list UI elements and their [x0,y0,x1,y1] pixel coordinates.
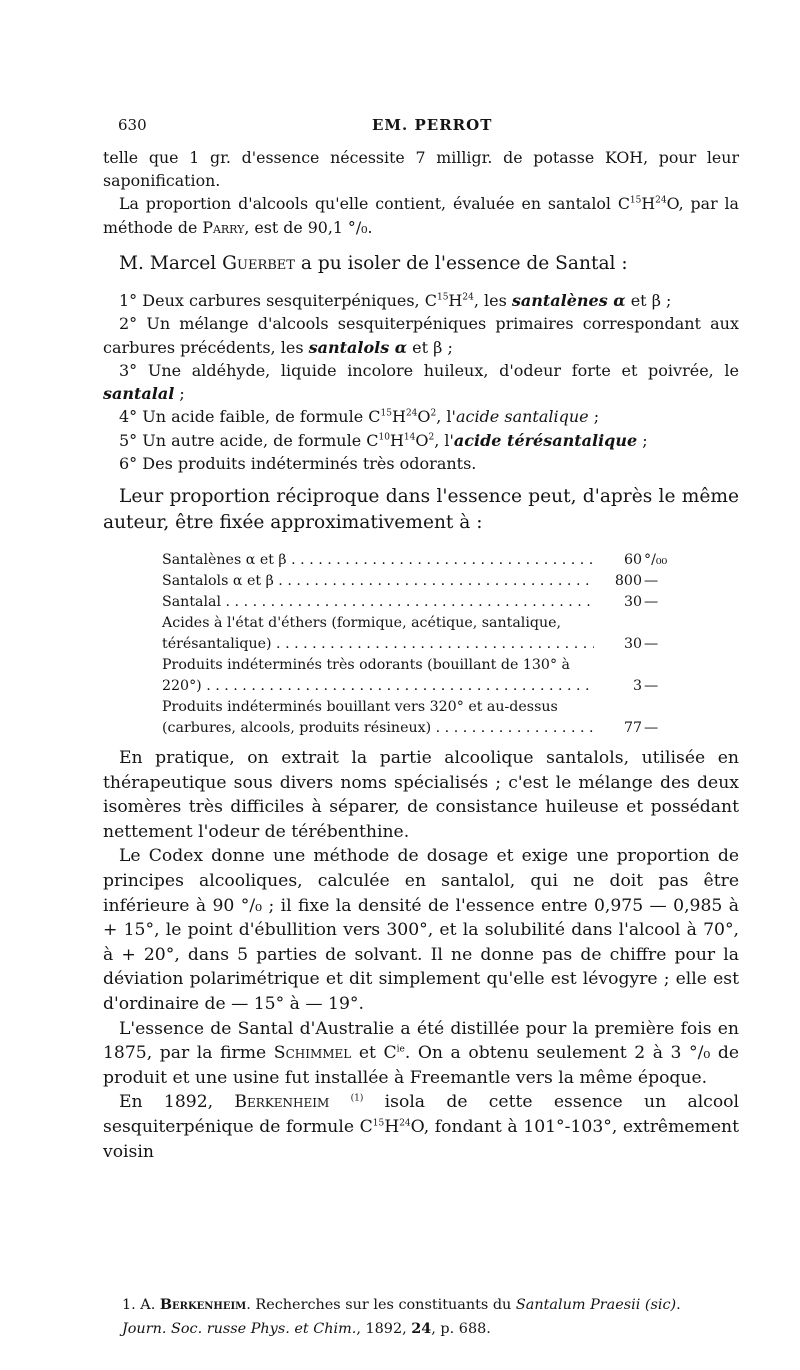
body-paragraph-3: L'essence de Santal d'Australie a été distillée pour la première fois en 1875, par la firme Schimmel et $C^{ie}$. On a obtenu seulement 2 à 3 °/₀ de produit et une usine fut installée à Freemantle vers la même époque. [103,1018,740,1088]
list-item: 2° Un mélange d'alcools sesquiterpéniques primaires correspondant aux carbures précédents, les santalols α et β ; [103,314,739,357]
table-row-label: Santalols α et β . . . [162,571,594,592]
guerbet-heading: M. Marcel Guerbet a pu isoler de l'essence de Santal : [119,253,628,274]
table-row-unit: — [644,678,659,694]
author-name-guerbet: Guerbet [222,253,295,274]
table-row-label: Santalal . . . [162,592,594,613]
footnote-author: Berkenheim [159,1296,247,1313]
table-row-value: 30 [623,594,642,610]
table-row-value: 60 [623,552,642,568]
table-row-unit: — [644,573,659,589]
list-item: 3° Une aldéhyde, liquide incolore huileux, d'odeur forte et poivrée, le santalal ; [103,360,739,404]
page-number: 630 [118,116,147,134]
table-row-label: Produits indéterminés bouillant vers 320° et au-dessus [162,699,558,715]
firm-name-schimmel: Schimmel [273,1043,352,1064]
author-name-parry: Parry [202,217,245,237]
table-row [162,613,674,655]
table-row-label-cont: (carbures, alcools, produits résineux) . . . [162,718,594,739]
body-text [103,746,739,1164]
table-row [162,571,674,592]
table-row [162,697,674,739]
proportion-table [162,550,674,739]
footnote-reference: (1) [350,1093,364,1104]
intro-section [103,146,739,239]
compound-list [103,289,739,475]
intro-paragraph-1: telle que 1 gr. d'essence nécessite 7 milligr. de potasse KOH, pour leur saponification. [103,148,739,191]
body-paragraph-2: Le Codex donne une méthode de dosage et exige une proportion de principes alcooliques, calculée en santalol, qui ne doit pas être inférieure à 90 °/₀ ; il fixe la densité de l'essence entre 0,975 — 0,985 à + 15°, le point d'ébullition vers 300°, et la solubilité dans l'alcool à 70°, à + 20°, dans 5 parties de solvant. Il ne donne pas de chiffre pour la déviation polarimétrique et dit simplement qu'elle est lévogyre ; elle est d'ordinaire de — 15° à — 19°. [103,846,739,1014]
table-row-value: 30 [623,636,642,652]
table-row-label-cont: 220°) . . . [162,676,594,697]
table-row-value: 77 [623,720,642,736]
list-item: 1° Deux carbures sesquiterpéniques, $C^{15}H^{24}$, les santalènes α et β ; [119,291,672,310]
list-item: 5° Un autre acide, de formule $C^{10}H^{14}O^2$, l'acide térésantalique ; [119,430,648,450]
running-head-author: EM. PERROT [372,116,493,134]
table-row [162,550,674,571]
table-row-unit: — [644,636,659,652]
list-item: 4° Un acide faible, de formule $C^{15}H^{24}O^2$, l'acide santalique ; [119,407,600,427]
running-header [0,116,800,138]
footnote: 1. A. Berkenheim. Recherches sur les constituants du Santalum Praesii (sic). Journ. Soc. russe Phys. et Chim., 1892, 24, p. 688. [122,1296,681,1337]
table-row-unit: — [644,594,659,610]
table-row-label: Produits indéterminés très odorants (bouillant de 130° à [162,657,571,673]
body-paragraph-4: En 1892, Berkenheim $^{(1)}$ isola de cette essence un alcool sesquiterpénique de formule $C^{15}H^{24}O$, fondant à 101°-103°, extrêmement voisin [103,1092,740,1162]
author-name-berkenheim: Berkenheim [234,1092,330,1113]
list-item: 6° Des produits indéterminés très odorants. [119,454,477,474]
table-row-unit: — [644,720,659,736]
table-row-label: Acides à l'état d'éthers (formique, acétique, santalique, [162,615,562,631]
table-row [162,592,674,613]
table-row-value: 800 [614,573,642,589]
body-paragraph-1: En pratique, on extrait la partie alcoolique santalols, utilisée en thérapeutique sous divers noms spécialisés ; c'est le mélange des deux isomères très difficiles à séparer, de consistance huileuse et possédant nettement l'odeur de térébenthine. [103,748,739,842]
table-row-value: 3 [632,678,642,694]
proportion-intro: Leur proportion réciproque dans l'essence peut, d'après le même auteur, être fixée approximativement à : [103,486,739,533]
table-row-label-cont: térésantalique) . . . [162,634,594,655]
intro-paragraph-2: La proportion d'alcools qu'elle contient, évaluée en santalol $C^{15}H^{24}O$, par la méthode de Parry, est de 90,1 °/₀. [103,194,739,237]
table-row-unit: °/₀₀ [644,552,668,568]
table-row [162,655,674,697]
table-row-label: Santalènes α et β . . . [162,550,594,571]
